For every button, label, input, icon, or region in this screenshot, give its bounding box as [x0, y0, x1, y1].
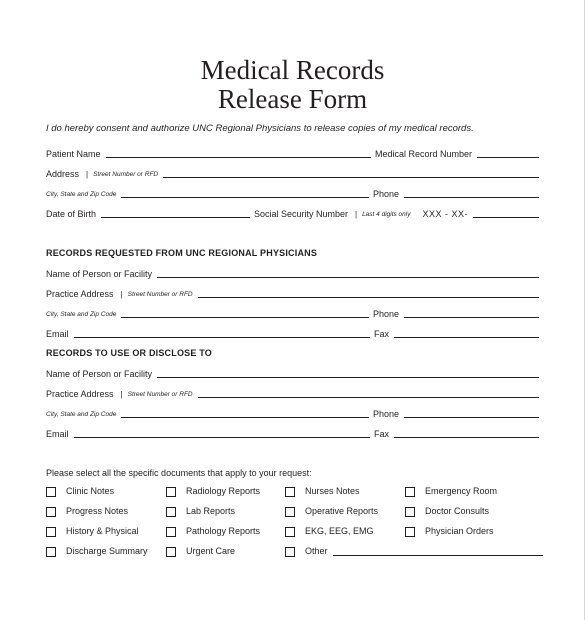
requested-address-row [46, 286, 539, 300]
ssn-hint: Last 4 digits only [362, 211, 411, 218]
disclose-phone-field[interactable] [404, 417, 539, 418]
requested-phone-field[interactable] [404, 317, 539, 318]
form-title-line-1: Medical Records [200, 55, 385, 85]
address-label: Address [46, 169, 80, 179]
checkbox-label: Other [305, 546, 328, 556]
requested-city-row [46, 306, 539, 320]
checkbox-label: Operative Reports [305, 506, 379, 516]
checkbox-label: Clinic Notes [66, 486, 115, 496]
disclose-to-heading: RECORDS TO USE OR DISCLOSE TO [46, 348, 212, 358]
checkbox-label: Emergency Room [425, 486, 498, 496]
other-specify-field[interactable] [333, 555, 543, 556]
patient-name-label: Patient Name [46, 149, 101, 159]
practice-address-label: Practice Address [46, 289, 114, 299]
checkbox-box[interactable] [405, 527, 415, 537]
checkbox-nurses-notes[interactable] [285, 486, 360, 497]
patient-phone-field[interactable] [404, 197, 539, 198]
checkbox-history-physical[interactable] [46, 526, 139, 537]
checkbox-box[interactable] [166, 487, 176, 497]
phone-label: Phone [372, 189, 399, 199]
checkbox-progress-notes[interactable] [46, 506, 128, 517]
requested-email-field[interactable] [74, 337, 370, 338]
disclose-email-field[interactable] [74, 437, 370, 438]
city-state-zip-hint: City, State and Zip Code [46, 191, 117, 198]
street-hint: Street Number or RFD [127, 291, 193, 298]
patient-address-field[interactable] [163, 177, 539, 178]
checkbox-physician-orders[interactable] [405, 526, 494, 537]
requested-name-field[interactable] [157, 277, 539, 278]
fax-label: Fax [373, 429, 389, 439]
consent-statement: I do hereby consent and authorize UNC Regional Physicians to release copies of my medical records. [46, 123, 474, 134]
checkbox-pathology-reports[interactable] [166, 526, 260, 537]
street-hint: Street Number or RFD [93, 171, 159, 178]
checkbox-label: Radiology Reports [186, 486, 261, 496]
disclose-name-field[interactable] [157, 377, 539, 378]
form-title-line-2: Release Form [217, 84, 368, 114]
checkbox-box[interactable] [46, 527, 56, 537]
disclose-address-row [46, 386, 539, 400]
patient-city-field[interactable] [121, 197, 369, 198]
checkbox-box[interactable] [166, 527, 176, 537]
checkbox-label: EKG, EEG, EMG [305, 526, 374, 536]
separator: | [86, 170, 89, 179]
requested-address-field[interactable] [198, 297, 539, 298]
medical-record-number-field[interactable] [477, 157, 539, 158]
checkbox-other[interactable] [285, 546, 543, 557]
checkbox-box[interactable] [46, 487, 56, 497]
requested-email-row [46, 326, 539, 340]
checkbox-label: Nurses Notes [305, 486, 360, 496]
street-hint: Street Number or RFD [127, 391, 193, 398]
requested-from-heading: RECORDS REQUESTED FROM UNC REGIONAL PHYSICIANS [46, 248, 318, 258]
requested-name-row [46, 266, 539, 280]
medical-record-number-label: Medical Record Number [374, 149, 472, 159]
patient-address-row [46, 166, 539, 180]
ssn-field[interactable] [473, 217, 539, 218]
documents-prompt: Please select all the specific documents that apply to your request: [46, 468, 312, 478]
checkbox-box[interactable] [405, 507, 415, 517]
requested-city-field[interactable] [121, 317, 369, 318]
phone-label: Phone [372, 409, 399, 419]
phone-label: Phone [372, 309, 399, 319]
checkbox-label: Doctor Consults [425, 506, 490, 516]
ssn-mask: XXX - XX- [422, 209, 468, 219]
name-of-person-label: Name of Person or Facility [46, 269, 153, 279]
email-label: Email [46, 429, 69, 439]
checkbox-box[interactable] [285, 527, 295, 537]
checkbox-label: Progress Notes [66, 506, 129, 516]
disclose-email-row [46, 426, 539, 440]
patient-name-row [46, 146, 539, 160]
checkbox-urgent-care[interactable] [166, 546, 235, 557]
requested-fax-field[interactable] [394, 337, 539, 338]
fax-label: Fax [373, 329, 389, 339]
checkbox-box[interactable] [166, 547, 176, 557]
checkbox-discharge-summary[interactable] [46, 546, 148, 557]
city-state-zip-hint: City, State and Zip Code [46, 411, 117, 418]
checkbox-box[interactable] [46, 507, 56, 517]
checkbox-label: Physician Orders [425, 526, 494, 536]
checkbox-label: Lab Reports [186, 506, 236, 516]
checkbox-emergency-room[interactable] [405, 486, 497, 497]
patient-dob-row [46, 206, 539, 220]
disclose-fax-field[interactable] [394, 437, 539, 438]
checkbox-box[interactable] [46, 547, 56, 557]
checkbox-lab-reports[interactable] [166, 506, 235, 517]
form-title [0, 56, 585, 114]
ssn-label: Social Security Number [253, 209, 348, 219]
practice-address-label: Practice Address [46, 389, 114, 399]
disclose-address-field[interactable] [198, 397, 539, 398]
checkbox-clinic-notes[interactable] [46, 486, 114, 497]
separator: | [354, 210, 358, 219]
checkbox-box[interactable] [405, 487, 415, 497]
checkbox-label: Pathology Reports [186, 526, 261, 536]
separator: | [120, 390, 123, 399]
checkbox-label: History & Physical [66, 526, 139, 536]
separator: | [120, 290, 123, 299]
dob-field[interactable] [101, 217, 250, 218]
checkbox-radiology-reports[interactable] [166, 486, 260, 497]
checkbox-ekg-eeg-emg[interactable] [285, 526, 374, 537]
checkbox-box[interactable] [285, 507, 295, 517]
patient-name-field[interactable] [106, 157, 371, 158]
checkbox-box[interactable] [166, 507, 176, 517]
dob-label: Date of Birth [46, 209, 97, 219]
disclose-city-field[interactable] [121, 417, 369, 418]
patient-city-row [46, 186, 539, 200]
checkbox-box[interactable] [285, 547, 295, 557]
city-state-zip-hint: City, State and Zip Code [46, 311, 117, 318]
checkbox-label: Discharge Summary [66, 546, 148, 556]
email-label: Email [46, 329, 69, 339]
disclose-name-row [46, 366, 539, 380]
name-of-person-label: Name of Person or Facility [46, 369, 153, 379]
checkbox-label: Urgent Care [186, 546, 236, 556]
checkbox-doctor-consults[interactable] [405, 506, 489, 517]
disclose-city-row [46, 406, 539, 420]
checkbox-box[interactable] [285, 487, 295, 497]
checkbox-operative-reports[interactable] [285, 506, 378, 517]
